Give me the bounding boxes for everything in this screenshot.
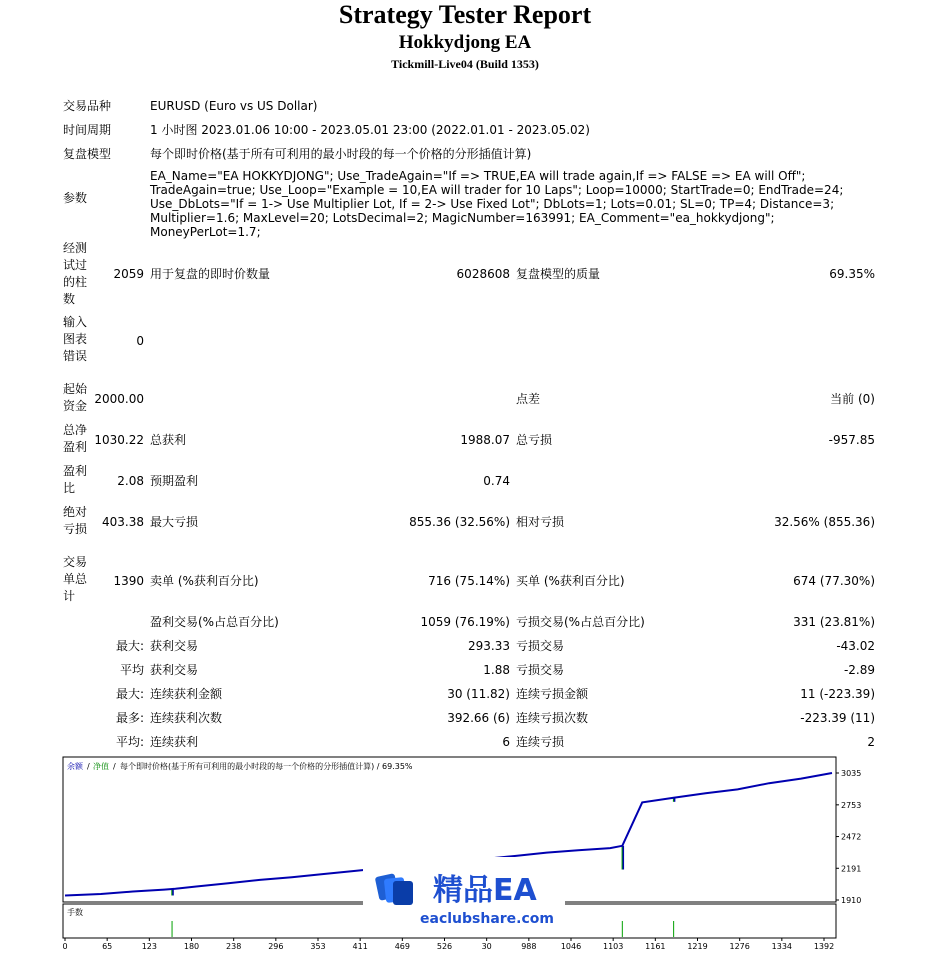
watermark-text: 精品EA [433,873,537,908]
x-tick-label: 180 [183,942,200,951]
errors-label: 输入图表错误 [63,315,88,363]
symbol-value: EURUSD (Euro vs US Dollar) [150,99,318,113]
largest-loss-value: -43.02 [836,639,875,653]
y-tick-label: 2753 [841,800,862,810]
max-cons-losses-value: 11 (-223.39) [800,687,875,701]
profit-trades-value: 1059 (76.19%) [420,615,510,629]
lots-label: 手数 [67,908,83,917]
largest-profit-value: 293.33 [468,639,510,653]
y-tick-label: 2191 [841,864,862,874]
x-tick-label: 65 [102,942,113,951]
max-cons-losses-label: 连续亏损金额 [516,687,589,701]
y-tick-label: 2472 [841,832,862,842]
x-tick-label: 0 [62,942,68,951]
max-drawdown-value: 855.36 (32.56%) [409,515,510,529]
deposit-label: 起始资金 [63,382,88,413]
model-label: 复盘模型 [63,147,112,161]
x-tick-label: 1334 [771,942,793,951]
expected-payoff-label: 预期盈利 [150,474,199,488]
rel-drawdown-value: 32.56% (855.36) [774,515,875,529]
max-cons-wins-label: 连续获利金额 [150,687,223,701]
x-tick-label: 988 [521,942,537,951]
short-positions-label: 卖单 (%获利百分比) [150,574,259,588]
x-tick-label: 526 [436,942,453,951]
max-cons-wins-value: 30 (11.82) [447,687,510,701]
bars-value: 2059 [113,267,144,281]
loss-trades-label: 亏损交易(%占总百分比) [516,615,645,629]
y-tick-label: 1910 [841,896,862,905]
average-profit-value: 1.88 [483,663,510,677]
y-tick-label: 3035 [841,769,862,778]
quality-label: 复盘模型的质量 [516,267,601,281]
legend-sep-2: / [113,762,116,771]
profit-factor-value: 2.08 [117,474,144,488]
x-tick-label: 411 [352,942,368,951]
legend-sep: / [87,762,90,771]
legend-text: 每个即时价格(基于所有可利用的最小时段的每一个价格的分形插值计算) / 69.35% [120,762,413,771]
avg-cons-wins-value: 6 [502,735,510,749]
x-tick-label: 1219 [687,942,708,951]
deposit-value: 2000.00 [94,392,144,406]
avg-prefix: 平均: [115,735,144,749]
ticks-value: 6028608 [456,267,510,281]
x-tick-label: 1161 [645,942,666,951]
symbol-label: 交易品种 [63,99,112,113]
short-positions-value: 716 (75.14%) [428,574,510,588]
params-value: EA_Name="EA HOKKYDJONG"; Use_TradeAgain="If => TRUE,EA will trade again,If => FALSE => EA will Off"; TradeAgain=true; Use_Loop="Example = 10,EA will trader for 10 Laps"; Loop=10000; StartTrade=0; EndTrade=24; Use_DbLots="If = 1-> Use Multiplier Lot, If = 2-> Use Fixed Lot"; DbLots=1; Lots=0.01; SL=0; TP=4; Distance=3; Multiplier=1.6; MaxLevel=20; LotsDecimal=2; MagicNumber=163991; EA_Comment="ea_hokkydjong"; MoneyPerLot=1.7; [150,169,844,239]
errors-value: 0 [136,334,144,348]
average-prefix: 平均 [119,663,144,677]
largest-prefix: 最大: [115,639,144,653]
legend-equity: 净值 [93,762,109,771]
x-tick-label: 123 [141,942,157,951]
most-cons-loss-value: -223.39 (11) [800,711,875,725]
max-drawdown-label: 最大亏损 [150,515,199,529]
total-trades-label: 交易单总计 [63,555,88,603]
most-prefix: 最多: [115,711,144,725]
avg-cons-losses-label: 连续亏损 [516,735,565,749]
average-profit-label: 获利交易 [150,663,199,677]
book-icon-3 [393,881,413,905]
most-cons-loss-label: 连续亏损次数 [516,711,589,725]
watermark-url: eaclubshare.com [420,911,554,927]
ticks-label: 用于复盘的即时价数量 [150,267,271,281]
largest-loss-label: 亏损交易 [516,639,565,653]
balance-chart-svg [63,757,863,958]
model-value: 每个即时价格(基于所有可利用的最小时段的每一个价格的分形插值计算) [150,147,532,161]
x-tick-label: 1276 [729,942,750,951]
abs-drawdown-label: 绝对亏损 [63,505,88,536]
gross-profit-value: 1988.07 [460,433,510,447]
quality-value: 69.35% [829,267,875,281]
most-cons-profit-label: 连续获利次数 [150,711,223,725]
period-label: 时间周期 [63,123,112,137]
gross-loss-value: -957.85 [828,433,875,447]
largest-profit-label: 获利交易 [150,639,199,653]
profit-factor-label: 盈利比 [63,464,88,495]
profit-trades-label: 盈利交易(%占总百分比) [150,615,279,629]
avg-cons-losses-value: 2 [867,735,875,749]
rel-drawdown-label: 相对亏损 [516,515,565,529]
server-build: Tickmill-Live04 (Build 1353) [391,57,539,71]
spread-value: 当前 (0) [830,392,875,406]
abs-drawdown-value: 403.38 [102,515,144,529]
long-positions-label: 买单 (%获利百分比) [516,574,625,588]
bars-label: 经测试过的柱数 [63,241,88,306]
x-tick-label: 296 [268,942,284,951]
x-tick-label: 1103 [602,942,624,951]
period-value: 1 小时图 2023.01.06 10:00 - 2023.05.01 23:00 (2022.01.01 - 2023.05.02) [150,123,590,137]
x-tick-label: 1046 [560,942,582,951]
most-cons-profit-value: 392.66 (6) [447,711,510,725]
report-title: Strategy Tester Report [338,0,592,29]
average-loss-value: -2.89 [843,663,875,677]
spread-label: 点差 [516,392,541,406]
x-tick-label: 238 [226,942,242,951]
net-profit-label: 总净盈利 [63,423,88,454]
expected-payoff-value: 0.74 [483,474,510,488]
gross-loss-label: 总亏损 [516,433,553,447]
average-loss-label: 亏损交易 [516,663,565,677]
net-profit-value: 1030.22 [94,433,144,447]
watermark [363,857,565,937]
x-tick-label: 1392 [813,942,835,951]
gross-profit-label: 总获利 [150,433,187,447]
long-positions-value: 674 (77.30%) [793,574,875,588]
balance-chart [63,757,863,958]
x-tick-label: 469 [394,942,410,951]
loss-trades-value: 331 (23.81%) [793,615,875,629]
max-prefix: 最大: [115,687,144,701]
avg-cons-wins-label: 连续获利 [150,735,199,749]
params-label: 参数 [63,191,88,205]
x-tick-label: 30 [481,942,492,951]
total-trades-value: 1390 [113,574,144,588]
x-tick-label: 353 [310,942,326,951]
ea-name: Hokkydjong EA [398,32,532,53]
legend-balance: 余额 [67,762,83,771]
